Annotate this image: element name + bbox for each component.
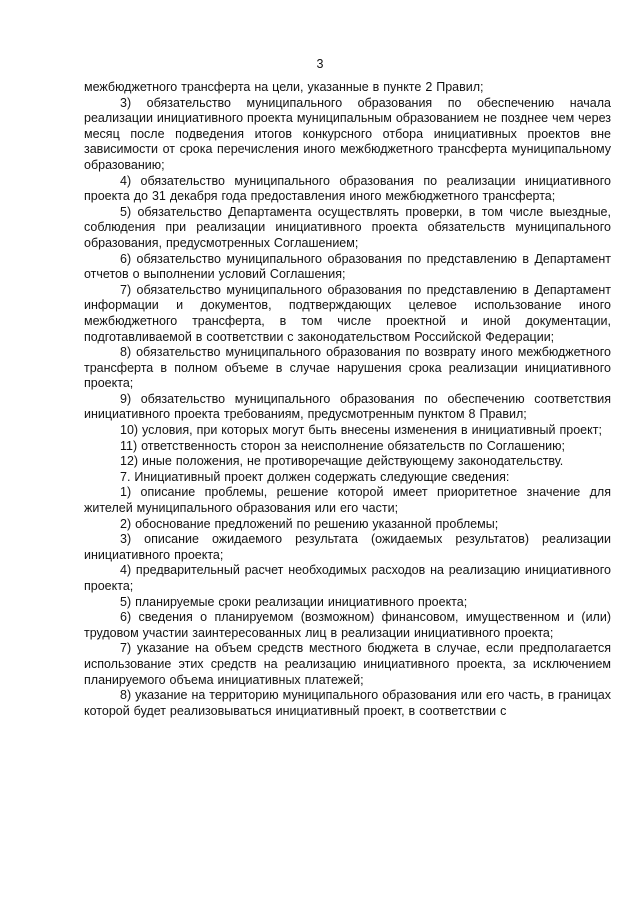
paragraph: 3) описание ожидаемого результата (ожидаемых результатов) реализации инициативного проекта; [84, 532, 611, 562]
paragraph: 2) обоснование предложений по решению указанной проблемы; [120, 516, 499, 531]
paragraph: 7. Инициативный проект должен содержать следующие сведения: [120, 469, 510, 484]
paragraph: 7) указание на объем средств местного бюджета в случае, если предполагается использование этих средств на реализацию инициативного проекта, за исключением планируемого объема инициативных платежей; [84, 641, 611, 687]
page-number: 3 [316, 57, 324, 71]
paragraph: 4) обязательство муниципального образования по реализации инициативного проекта до 31 декабря года предоставления иного межбюджетного трансферта; [84, 173, 611, 204]
paragraph: 4) предварительный расчет необходимых расходов на реализацию инициативного проекта; [84, 563, 611, 593]
paragraph: 10) условия, при которых могут быть внесены изменения в инициативный проект; [120, 423, 602, 438]
paragraph: 5) планируемые сроки реализации инициативного проекта; [120, 594, 468, 609]
paragraph: 3) обязательство муниципального образования по обеспечению начала реализации инициативного проекта муниципальным образованием не позднее чем через месяц после подведения итогов конкурсного отбора инициативных проектов вне зависимости от срока перечисления иного межбюджетного трансферта муниципальному образованию; [84, 95, 611, 172]
document-body [84, 80, 611, 719]
paragraph: межбюджетного трансферта на цели, указанные в пункте 2 Правил; [84, 80, 484, 94]
paragraph: 11) ответственность сторон за неисполнение обязательств по Соглашению; [120, 438, 565, 453]
paragraph: 8) обязательство муниципального образования по возврату иного межбюджетного трансферта в полном объеме в случае нарушения срока реализации инициативного проекта; [84, 345, 611, 391]
paragraph: 12) иные положения, не противоречащие действующему законодательству. [120, 454, 564, 469]
paragraph: 7) обязательство муниципального образования по представлению в Департамент информации и документов, подтверждающих целевое использование иного межбюджетного трансферта, в том числе проектной и иной документации, подготавливаемой в соответствии с законодательством Российской Федерации; [84, 282, 611, 344]
paragraph: 6) обязательство муниципального образования по представлению в Департамент отчетов о выполнении условий Соглашения; [84, 251, 611, 282]
paragraph: 5) обязательство Департамента осуществлять проверки, в том числе выездные, соблюдения при реализации инициативного проекта обязательств муниципального образования, предусмотренных Соглашением; [84, 204, 611, 250]
paragraph: 8) указание на территорию муниципального образования или его часть, в границах которой будет реализовываться инициативный проект, в соответствии с [84, 688, 611, 718]
paragraph: 9) обязательство муниципального образования по обеспечению соответствия инициативного проекта требованиям, предусмотренным пунктом 8 Правил; [84, 391, 611, 422]
paragraph: 1) описание проблемы, решение которой имеет приоритетное значение для жителей муниципального образования или его части; [84, 485, 611, 516]
paragraph: 6) сведения о планируемом (возможном) финансовом, имущественном и (или) трудовом участии заинтересованных лиц в реализации инициативного проекта; [84, 610, 611, 640]
